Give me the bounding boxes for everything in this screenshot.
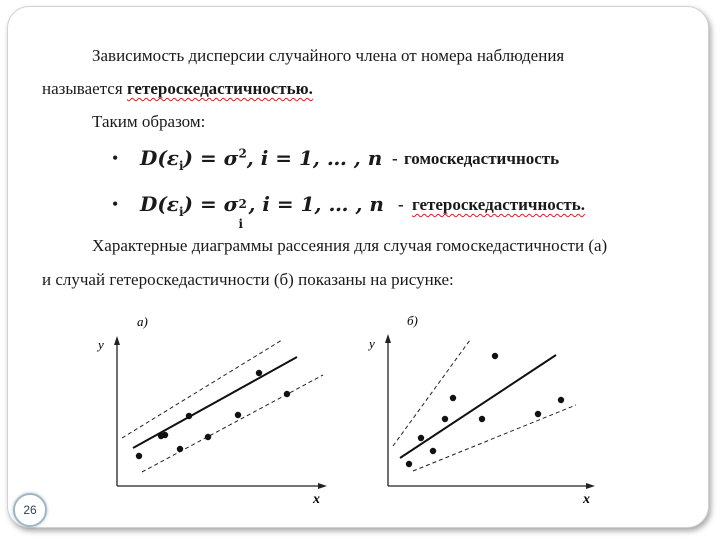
formula-heteroscedastic: $D(\varepsilon_i) = \sigma$ 2 i , i = 1, … , n: [140, 192, 384, 231]
figure-b-x-axis-label: x: [583, 492, 590, 507]
point: [535, 411, 541, 417]
figure-b-y-axis-label: y: [369, 336, 375, 351]
point: [284, 391, 290, 397]
term-heteroscedasticity: гетероскедастичностью.: [126, 79, 313, 98]
bullet-symbol: •: [112, 194, 119, 214]
term-homoscedasticity: гомоскедастичность: [404, 149, 560, 168]
dash: -: [392, 149, 398, 168]
figure-a-homoscedastic: [96, 314, 327, 507]
figure-a-y-axis-label: y: [98, 337, 104, 352]
page-number: 26: [13, 493, 47, 527]
figure-b-lower-bound: [413, 405, 576, 471]
figure-b-upper-bound: [393, 340, 470, 446]
figure-b-regression-line: [400, 355, 556, 458]
term-heteroscedasticity-2: гетероскедастичность.: [412, 195, 585, 214]
thus-line: Таким образом:: [92, 112, 206, 131]
figure-a-x-axis-label: x: [313, 492, 320, 507]
intro-line-2-prefix: называется: [42, 79, 127, 98]
figure-b-label: б): [407, 313, 418, 328]
figure-a-upper-bound: [122, 340, 282, 438]
figure-a-y-arrow: [114, 336, 120, 345]
point: [186, 413, 192, 419]
point: [162, 432, 168, 438]
figure-a-label: а): [137, 314, 148, 329]
point: [418, 435, 424, 441]
figure-a-x-arrow: [318, 483, 327, 489]
intro-line-1: Зависимость дисперсии случайного члена от номера наблюдения: [92, 46, 565, 65]
point: [442, 416, 448, 422]
desc-line-1: Характерные диаграммы рассеяния для случая гомоскедастичности (а): [92, 236, 608, 255]
point: [558, 397, 564, 403]
point: [136, 453, 142, 459]
point: [492, 353, 498, 359]
figure-b-x-arrow: [586, 483, 595, 489]
formula-homoscedastic: $D(\varepsilon_i) = \sigma^2$, i = 1, … , n: [140, 146, 383, 173]
point: [450, 395, 456, 401]
point: [406, 461, 412, 467]
point: [256, 370, 262, 376]
point: [430, 448, 436, 454]
bullet-symbol: •: [112, 148, 119, 168]
figure-a-lower-bound: [142, 375, 323, 472]
desc-line-2: и случай гетероскедастичности (б) показаны на рисунке:: [42, 270, 454, 289]
point: [235, 412, 241, 418]
point: [177, 446, 183, 452]
point: [205, 434, 211, 440]
point: [479, 416, 485, 422]
figure-b-y-arrow: [385, 334, 391, 343]
figure-b-heteroscedastic: [367, 313, 595, 507]
dash: -: [398, 195, 404, 214]
